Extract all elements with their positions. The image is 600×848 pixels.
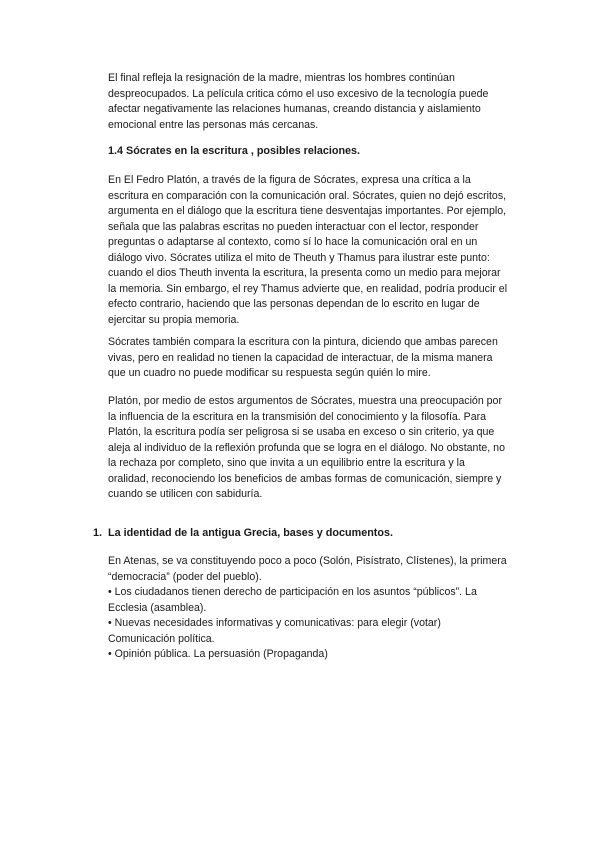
text-line: cuando el dios Theuth inventa la escritura, la presenta como un medio para mejorar [108,267,501,279]
text-line: diálogo vivo. Sócrates utiliza el mito de Theuth y Thamus para ilustrar este punto: [108,251,490,264]
text-line: que un cuadro no puede modificar su respuesta según quién lo mire. [108,367,431,379]
text-line: “democracia” (poder del pueblo). [108,570,262,583]
text-line: vivas, pero en realidad no tienen la capacidad de interactuar, de la misma manera [108,351,493,364]
text-line: la influencia de la escritura en la transmisión del conocimiento y la filosofía. Para [108,410,487,423]
text-line: afectar negativamente las relaciones humanas, creando distancia y aislamiento [108,103,481,115]
paragraph-atenas [108,554,528,663]
text-line: El final refleja la resignación de la madre, mientras los hombres continúan [108,72,455,84]
text-line: señala que las palabras escritas no pueden interactuar con el lector, responder [108,220,479,233]
text-line: En Atenas, se va constituyendo poco a poco (Solón, Pisístrato, Clístenes), la primera [108,555,507,567]
text-line: escritura en comparación con la comunicación oral. Sócrates, quien no dejó escritos, [108,189,507,202]
text-line: argumenta en el diálogo que la escritura tiene desventajas importantes. Por ejemplo, [108,205,507,217]
text-line: efecto contrario, haciendo que las personas dependan de lo escrito en lugar de [108,298,480,310]
paragraph-platon [108,394,528,503]
text-line: En El Fedro Platón, a través de la figura de Sócrates, expresa una crítica a la [108,174,471,186]
intro-paragraph [108,71,528,133]
text-line: la memoria. Sin embargo, el rey Thamus advierte que, en realidad, podría producir el [108,282,508,295]
section-heading-1-4: 1.4 Sócrates en la escritura , posibles relaciones. [108,145,361,157]
list-item: • Nuevas necesidades informativas y comunicativas: para elegir (votar) [108,617,441,629]
text-line: Ecclesia (asamblea). [108,601,207,614]
text-line: ejercitar su propia memoria. [108,313,240,326]
text-line: Comunicación política. [108,632,215,645]
text-line: Platón, la escritura podía ser peligrosa si se usaba en exceso o sin criterio, ya que [108,426,495,438]
text-line: oralidad, reconociendo los beneficios de ambas formas de comunicación, siempre y [108,472,502,485]
text-line: aleja al individuo de la reflexión profunda que se logra en el diálogo. No obstante, no [108,441,505,454]
text-line: Platón, por medio de estos argumentos de Sócrates, muestra una preocupación por [108,395,502,407]
text-line: emocional entre las personas más cercanas. [108,118,319,131]
text-line: preguntas o adaptarse al contexto, como sí lo hace la comunicación oral en un [108,236,478,248]
text-line: cuando se utilicen con sabiduría. [108,488,263,500]
text-line: despreocupados. La película critica cómo el uso excesivo de la tecnología puede [108,87,489,100]
list-item: • Los ciudadanos tienen derecho de participación en los asuntos “públicos”. La [108,586,477,598]
section-heading-grecia: La identidad de la antigua Grecia, bases y documentos. [108,527,393,539]
paragraph-pintura [108,335,528,382]
text-line: Sócrates también compara la escritura con la pintura, diciendo que ambas parecen [108,336,498,348]
text-line: la rechaza por completo, sino que invita a un equilibrio entre la escritura y la [108,457,465,469]
section-number: 1. [93,527,103,539]
list-item: • Opinión pública. La persuasión (Propaganda) [108,648,328,660]
paragraph-fedro [108,173,528,328]
